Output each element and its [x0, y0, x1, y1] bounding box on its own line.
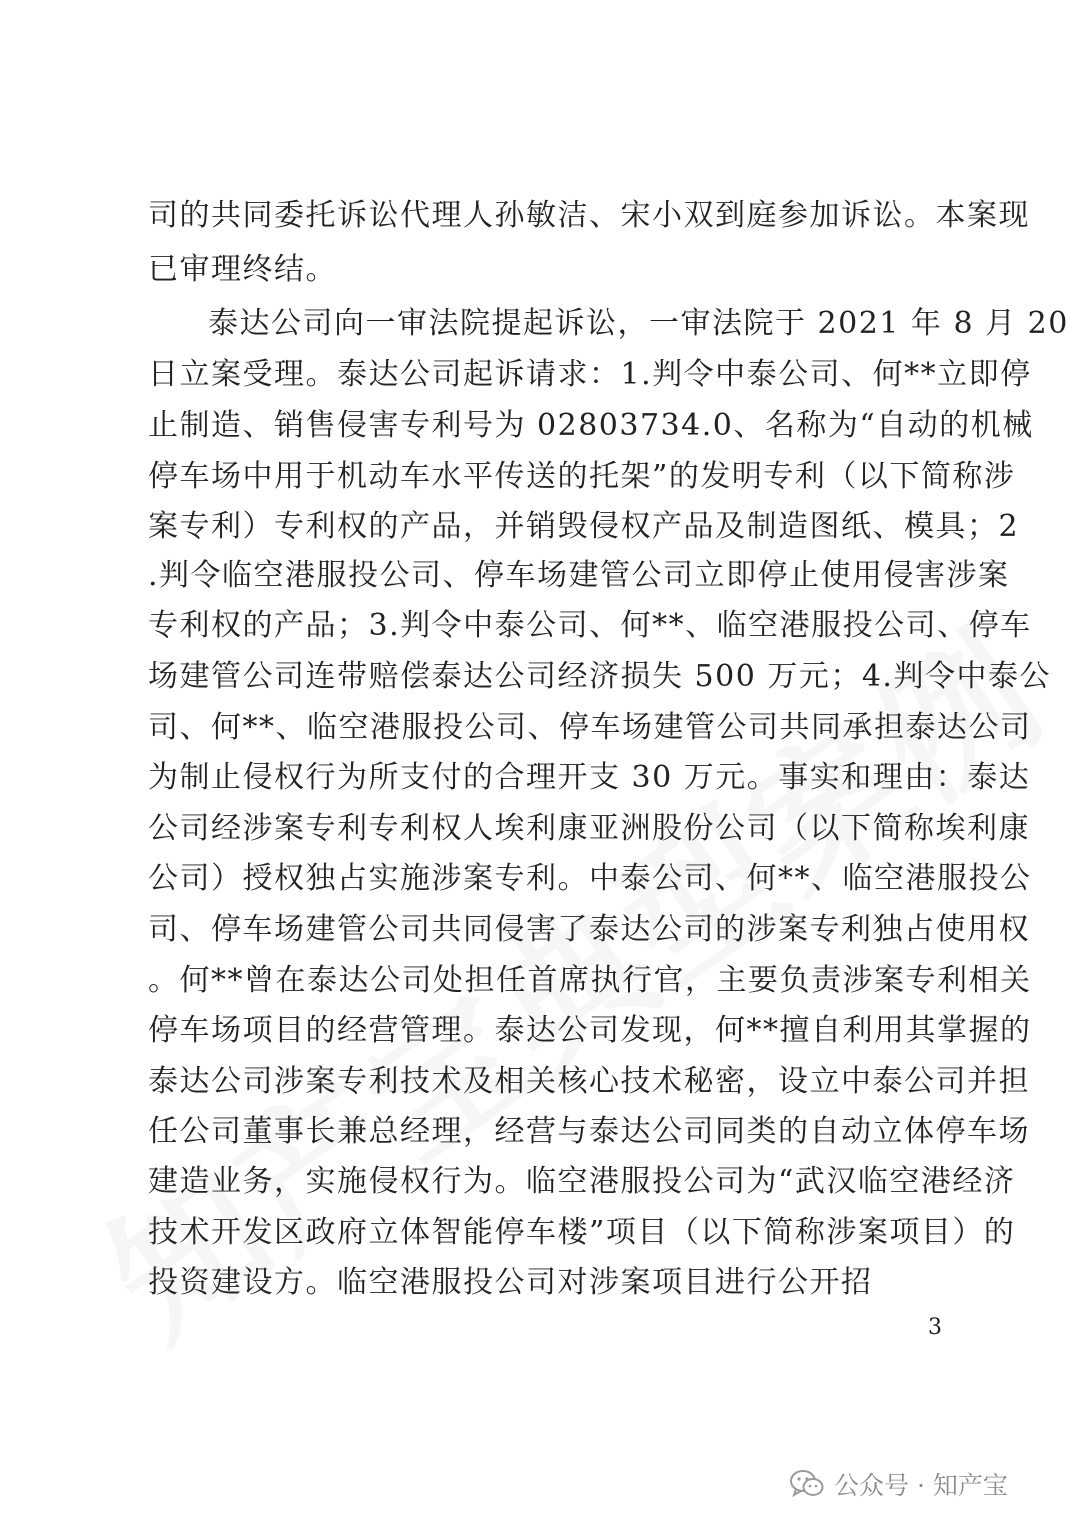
text-line: 止制造、销售侵害专利号为 02803734.0、名称为“自动的机械	[148, 408, 1034, 443]
text-line: 公司经涉案专利专利权人埃利康亚洲股份公司（以下简称埃利康	[148, 811, 1030, 846]
text-line: 。何**曾在泰达公司处担任首席执行官，主要负责涉案专利相关	[148, 963, 1032, 998]
text-line: 司、何**、临空港服投公司、停车场建管公司共同承担泰达公司	[148, 710, 1032, 745]
text-line: 投资建设方。临空港服投公司对涉案项目进行公开招	[148, 1265, 873, 1300]
wechat-icon	[790, 1470, 824, 1498]
text-line: 公司）授权独占实施涉案专利。中泰公司、何**、临空港服投公	[148, 861, 1032, 896]
text-line: 司、停车场建管公司共同侵害了泰达公司的涉案专利独占使用权	[148, 912, 1030, 947]
text-line: 为制止侵权行为所支付的合理开支 30 万元。事实和理由：泰达	[148, 760, 1031, 795]
text-line: 任公司董事长兼总经理，经营与泰达公司同类的自动立体停车场	[148, 1114, 1030, 1149]
text-line: 日立案受理。泰达公司起诉请求：1.判令中泰公司、何**立即停	[148, 357, 1032, 392]
footer-attribution	[790, 1464, 1008, 1504]
text-line: 停车场中用于机动车水平传送的托架”的发明专利（以下简称涉	[148, 459, 1016, 494]
text-line: .判令临空港服投公司、停车场建管公司立即停止使用侵害涉案	[148, 558, 1010, 593]
text-line: 已审理终结。	[148, 252, 337, 287]
footer-label: 公众号 · 知产宝	[834, 1471, 1008, 1500]
text-line: 案专利）专利权的产品，并销毁侵权产品及制造图纸、模具；2	[148, 509, 1020, 544]
text-line: 专利权的产品；3.判令中泰公司、何**、临空港服投公司、停车	[148, 608, 1032, 643]
text-line: 建造业务，实施侵权行为。临空港服投公司为“武汉临空港经济	[148, 1164, 1016, 1199]
text-line: 技术开发区政府立体智能停车楼”项目（以下简称涉案项目）的	[148, 1215, 1016, 1250]
text-line: 停车场项目的经营管理。泰达公司发现，何**擅自利用其掌握的	[148, 1013, 1032, 1048]
page-number: 3	[928, 1315, 942, 1340]
text-line: 泰达公司涉案专利技术及相关核心技术秘密，设立中泰公司并担	[148, 1064, 1030, 1099]
text-line: 泰达公司向一审法院提起诉讼，一审法院于 2021 年 8 月 20	[208, 306, 1069, 341]
text-line: 司的共同委托诉讼代理人孙敏洁、宋小双到庭参加诉讼。本案现	[148, 198, 1030, 233]
text-line: 场建管公司连带赔偿泰达公司经济损失 500 万元；4.判令中泰公	[148, 659, 1051, 694]
